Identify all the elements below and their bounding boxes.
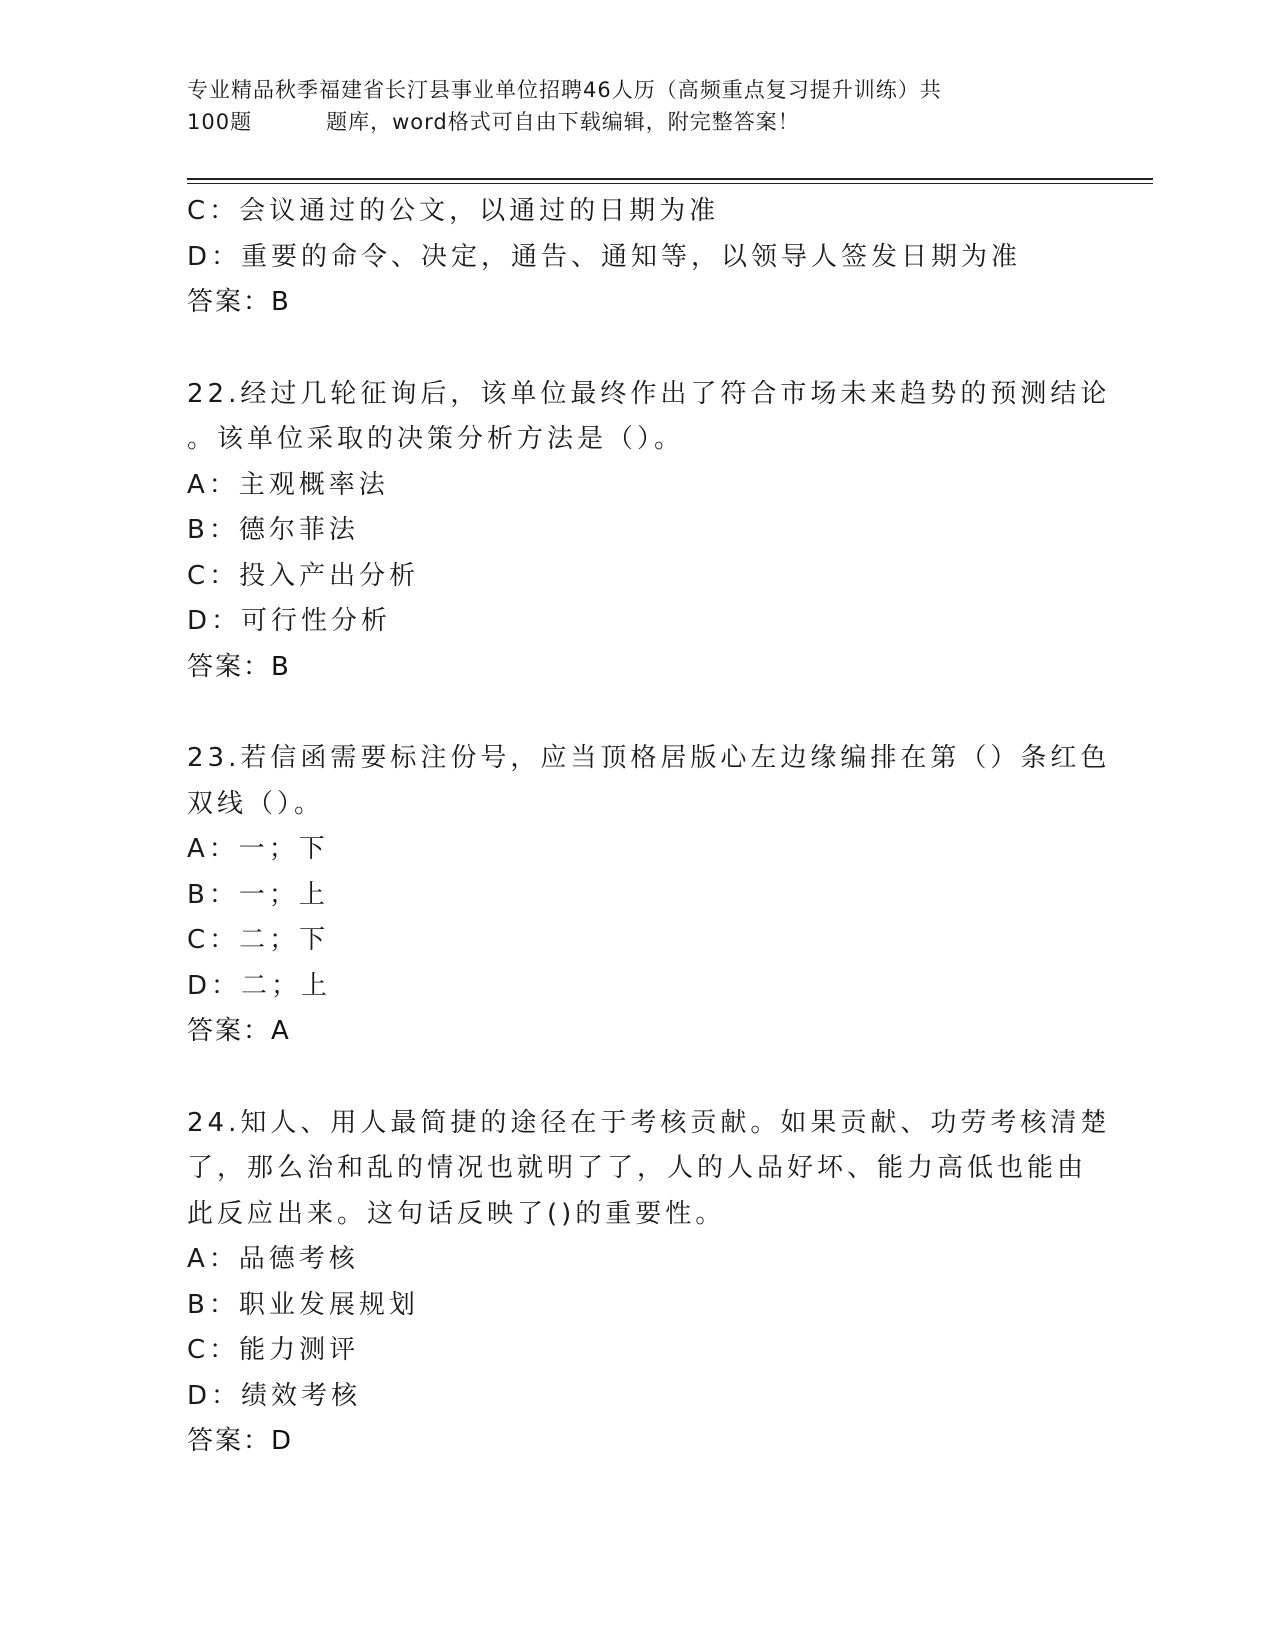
question-text-line: 了，那么治和乱的情况也就明了了，人的人品好坏、能力高低也能由 — [187, 1153, 1088, 1183]
question-text-line: 双线（）。 — [187, 788, 325, 819]
answer-line: 答案：A — [187, 1016, 291, 1046]
question-spacer — [187, 690, 1087, 736]
header-line-1: 专业精品秋季福建省长汀县事业单位招聘46人历（高频重点复习提升训练）共 — [187, 78, 942, 102]
option-a: A：主观概率法 — [187, 469, 389, 500]
option-a: A：一；下 — [187, 834, 329, 864]
option-d: D：重要的命令、决定，通告、通知等，以领导人签发日期为准 — [187, 241, 1022, 272]
question-spacer — [187, 1055, 1087, 1101]
continued-question — [187, 189, 1087, 326]
answer-line: 答案：B — [187, 287, 291, 317]
option-d: D：二；上 — [187, 970, 332, 1001]
option-c: C：能力测评 — [187, 1335, 360, 1365]
option-c: C：二；下 — [187, 925, 330, 955]
option-b: B：职业发展规划 — [187, 1289, 419, 1320]
header-description: 题库，word格式可自由下载编辑，附完整答案！ — [326, 110, 800, 134]
header-line-2 — [187, 106, 1067, 138]
question-text-line: 22.经过几轮征询后，该单位最终作出了符合市场未来趋势的预测结论 — [187, 378, 1111, 409]
answer-line: 答案：B — [187, 651, 291, 682]
question-text-line: 此反应出来。这句话反映了()的重要性。 — [187, 1198, 726, 1229]
option-a: A：品德考核 — [187, 1244, 359, 1274]
header-rule-thick — [187, 178, 1153, 180]
document-body — [187, 189, 1111, 1465]
question-text-line: 。该单位采取的决策分析方法是（）。 — [187, 424, 685, 454]
answer-line: 答案：D — [187, 1426, 294, 1456]
document-header — [187, 74, 1067, 138]
question-text-line: 24.知人、用人最简捷的途径在于考核贡献。如果贡献、功劳考核清楚 — [187, 1107, 1111, 1138]
question-23 — [187, 736, 1111, 1055]
option-d: D：绩效考核 — [187, 1380, 362, 1411]
question-text-line: 23.若信函需要标注份号，应当顶格居版心左边缘编排在第（）条红色 — [187, 743, 1111, 773]
option-b: B：一；上 — [187, 879, 329, 910]
option-c: C：投入产出分析 — [187, 560, 420, 591]
option-c: C：会议通过的公文，以通过的日期为准 — [187, 196, 720, 226]
question-24 — [187, 1101, 1111, 1465]
header-question-count: 100题 — [187, 110, 253, 134]
option-b: B：德尔菲法 — [187, 515, 359, 545]
option-d: D：可行性分析 — [187, 606, 392, 636]
header-rule-thin — [187, 183, 1153, 184]
question-22 — [187, 372, 1111, 691]
question-spacer — [187, 326, 1087, 372]
